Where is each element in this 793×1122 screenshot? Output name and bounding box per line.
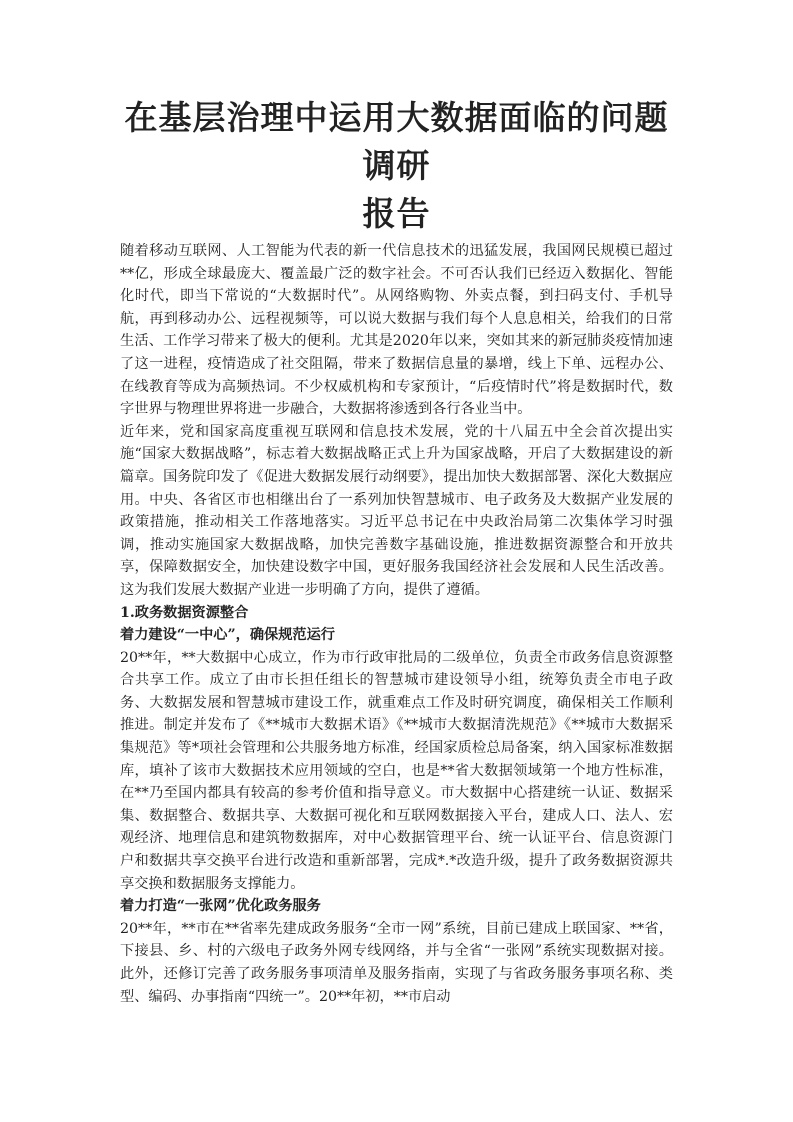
document-title	[120, 94, 673, 238]
subsection-heading-center: 着力建设“一中心”，确保规范运行	[120, 627, 335, 644]
center-paragraph: 20**年，**大数据中心成立，作为市行政审批局的二级单位，负责全市政务信息资源整合共享工作。成立了由市长担任组长的智慧城市建设领导小组，统筹负责全市电子政务、大数据发展和智慧城市建设工作，就重难点工作及时研究调度，确保相关工作顺利推进。制定并发布了《**城市大数据术语》《**城市大数据清洗规范》《**城市大数据采集规范》等*项社会管理和公共服务地方标准，经国家质检总局备案，纳入国家标准数据库，填补了该市大数据技术应用领域的空白，也是**省大数据领域第一个地方性标准，在**乃至国内都具有较高的参考价值和指导意义。市大数据中心搭建统一认证、数据采集、数据整合、数据共享、大数据可视化和互联网数据接入平台，建成人口、法人、宏观经济、地理信息和建筑物数据库，对中心数据管理平台、统一认证平台、信息资源门户和数据共享交换平台进行改造和重新部署，完成*.*改造升级，提升了政务数据资源共享交换和数据服务支撑能力。	[120, 649, 673, 892]
intro-paragraph: 随着移动互联网、人工智能为代表的新一代信息技术的迅猛发展，我国网民规模已超过**亿，形成全球最庞大、覆盖最广泛的数字社会。不可否认我们已经迈入数据化、智能化时代，即当下常说的“大数据时代”。从网络购物、外卖点餐，到扫码支付、手机导航，再到移动办公、远程视频等，可以说大数据与我们每个人息息相关，给我们的日常生活、工作学习带来了极大的便利。尤其是2020年以来，突如其来的新冠肺炎疫情加速了这一进程，疫情造成了社交阻隔，带来了数据信息量的暴增，线上下单、远程办公、在线教育等成为高频热词。不少权威机构和专家预计，“后疫情时代”将是数据时代，数字世界与物理世界将进一步融合，大数据将渗透到各行各业当中。	[120, 243, 673, 418]
network-paragraph: 20**年，**市在**省率先建成政务服务“全市一网”系统，目前已建成上联国家、**省，下接县、乡、村的六级电子政务外网专线网络，并与全省“一张网”系统实现数据对接。此外，还修订完善了政务服务事项清单及服务指南，实现了与省政务服务事项名称、类型、编码、办事指南“四统一”。20**年初，**市启动	[120, 920, 673, 1005]
title-line-1: 在基层治理中运用大数据面临的问题调研	[124, 98, 669, 185]
policy-paragraph: 近年来，党和国家高度重视互联网和信息技术发展，党的十八届五中全会首次提出实施“国家大数据战略”，标志着大数据战略正式上升为国家战略，开启了大数据建设的新篇章。国务院印发了《促进大数据发展行动纲要》，提出加快大数据部署、深化大数据应用。中央、各省区市也相继出台了一系列加快智慧城市、电子政务及大数据产业发展的政策措施，推动相关工作落地落实。习近平总书记在中央政治局第二次集体学习时强调，推动实施国家大数据战略，加快完善数字基础设施，推进数据资源整合和开放共享，保障数据安全，加快建设数字中国，更好服务我国经济社会发展和人民生活改善。这为我们发展大数据产业进一步明确了方向，提供了遵循。	[120, 423, 673, 598]
section-heading: 1.政务数据资源整合	[120, 604, 249, 621]
subsection-heading-network: 着力打造“一张网”优化政务服务	[120, 898, 321, 915]
title-line-2: 报告	[362, 194, 431, 233]
